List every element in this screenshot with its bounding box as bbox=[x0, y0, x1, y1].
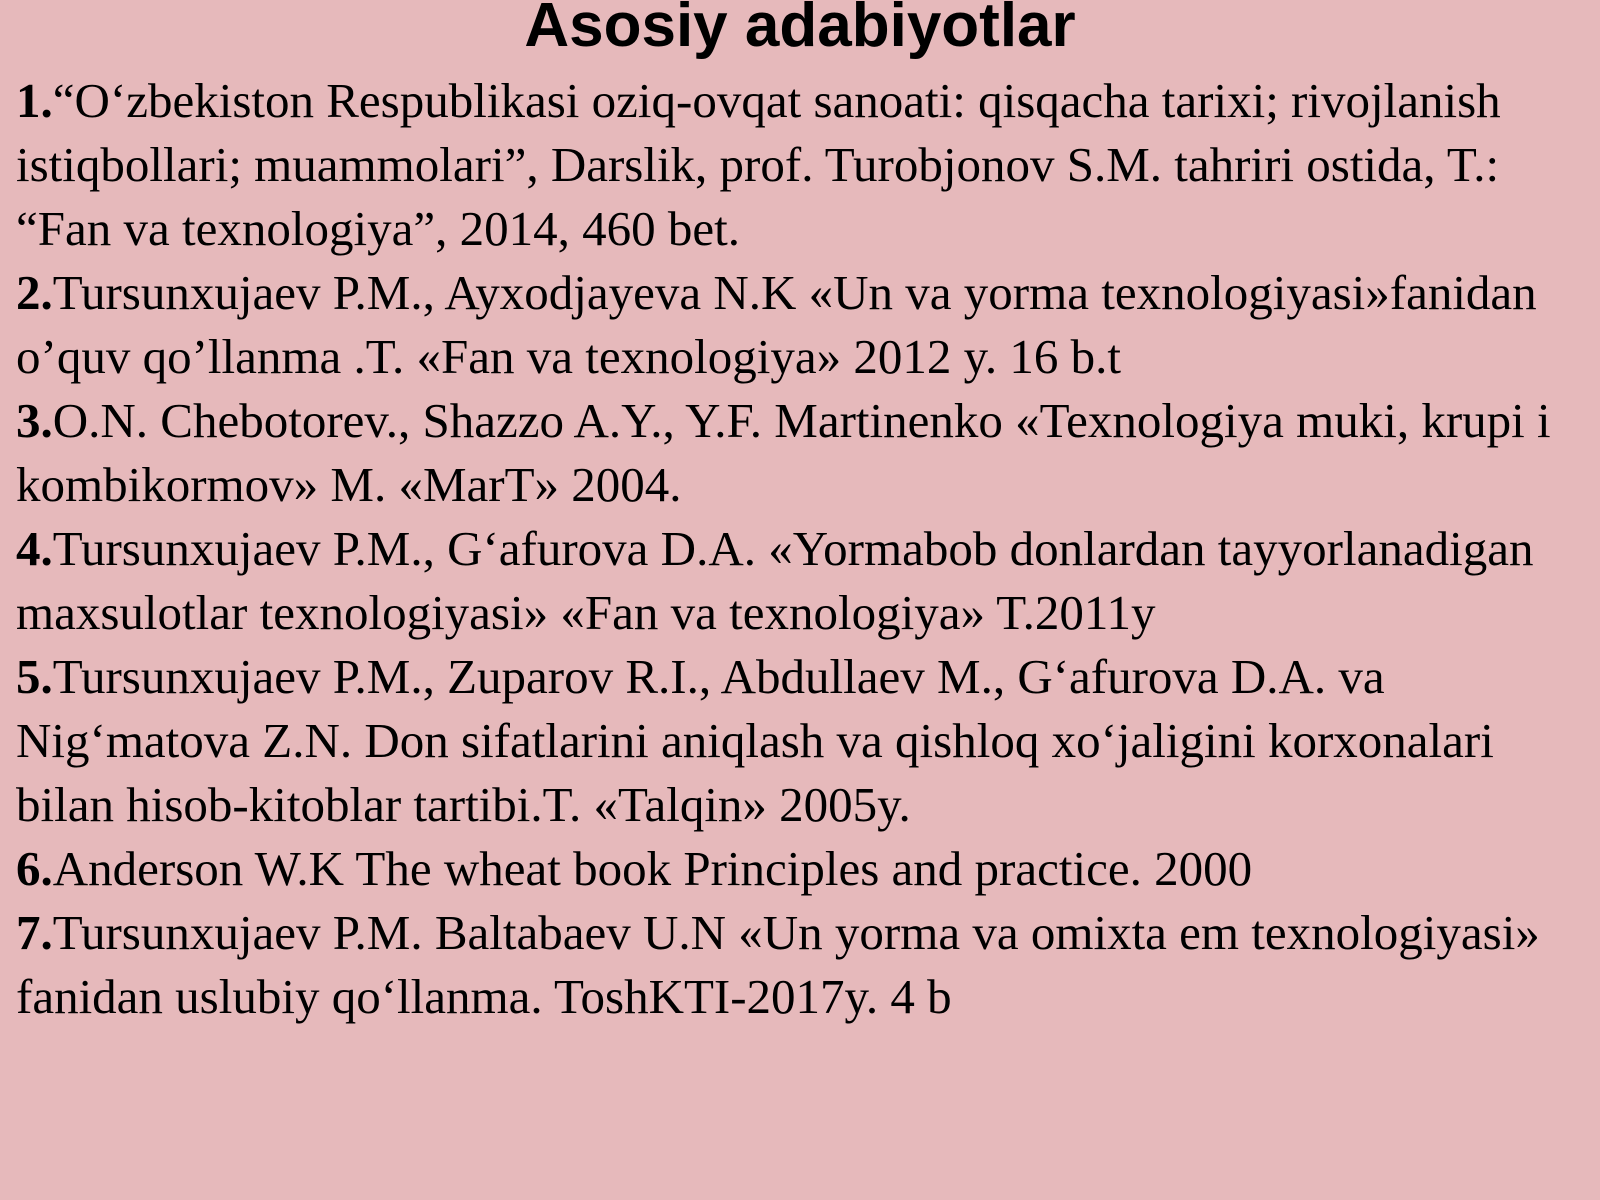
reference-list bbox=[16, 69, 1591, 1029]
reference-text: “O‘zbekiston Respublikasi oziq-ovqat sanoati: qisqacha tarixi; rivojlanish istiqbollari; muammolari”, Darslik, prof. Turobjonov S.M. tahriri ostida, T.: “Fan va texnologiya”, 2014, 460 bet. bbox=[16, 73, 1501, 256]
reference-item bbox=[16, 645, 1591, 837]
reference-number: 5. bbox=[16, 649, 53, 704]
reference-number: 6. bbox=[16, 841, 53, 896]
reference-number: 2. bbox=[16, 265, 53, 320]
reference-item bbox=[16, 69, 1591, 261]
reference-text: Anderson W.K The wheat book Principles and practice. 2000 bbox=[52, 841, 1253, 896]
reference-number: 1. bbox=[16, 73, 53, 128]
reference-number: 7. bbox=[16, 905, 53, 960]
reference-number: 3. bbox=[16, 393, 53, 448]
reference-text: O.N. Chebotorev., Shazzo A.Y., Y.F. Martinenko «Texnologiya muki, krupi i kombikormov» M. «MarT» 2004. bbox=[16, 393, 1551, 512]
reference-text: Tursunxujaev P.M., G‘afurova D.A. «Yormabob donlardan tayyorlanadigan maxsulotlar texnologiyasi» «Fan va texnologiya» T.2011y bbox=[16, 521, 1534, 640]
reference-number: 4. bbox=[16, 521, 53, 576]
slide-title: Asosiy adabiyotlar bbox=[524, 0, 1076, 60]
reference-item bbox=[16, 901, 1591, 1029]
reference-item bbox=[16, 837, 1591, 901]
reference-text: Tursunxujaev P.M., Ayxodjayeva N.K «Un va yorma texnologiyasi»fanidan o’quv qo’llanma .T. «Fan va texnologiya» 2012 y. 16 b.t bbox=[16, 265, 1537, 384]
reference-item bbox=[16, 389, 1591, 517]
reference-item bbox=[16, 517, 1591, 645]
reference-item bbox=[16, 261, 1591, 389]
reference-text: Tursunxujaev P.M., Zuparov R.I., Abdullaev M., G‘afurova D.A. va Nig‘matova Z.N. Don sifatlarini aniqlash va qishloq xo‘jaligini korxonalari bilan hisob-kitoblar tartibi.T. «Talqin» 2005y. bbox=[16, 649, 1494, 832]
reference-text: Tursunxujaev P.M. Baltabaev U.N «Un yorma va omixta em texnologiyasi» fanidan uslubiy qo‘llanma. ToshKTI-2017y. 4 b bbox=[16, 905, 1540, 1024]
